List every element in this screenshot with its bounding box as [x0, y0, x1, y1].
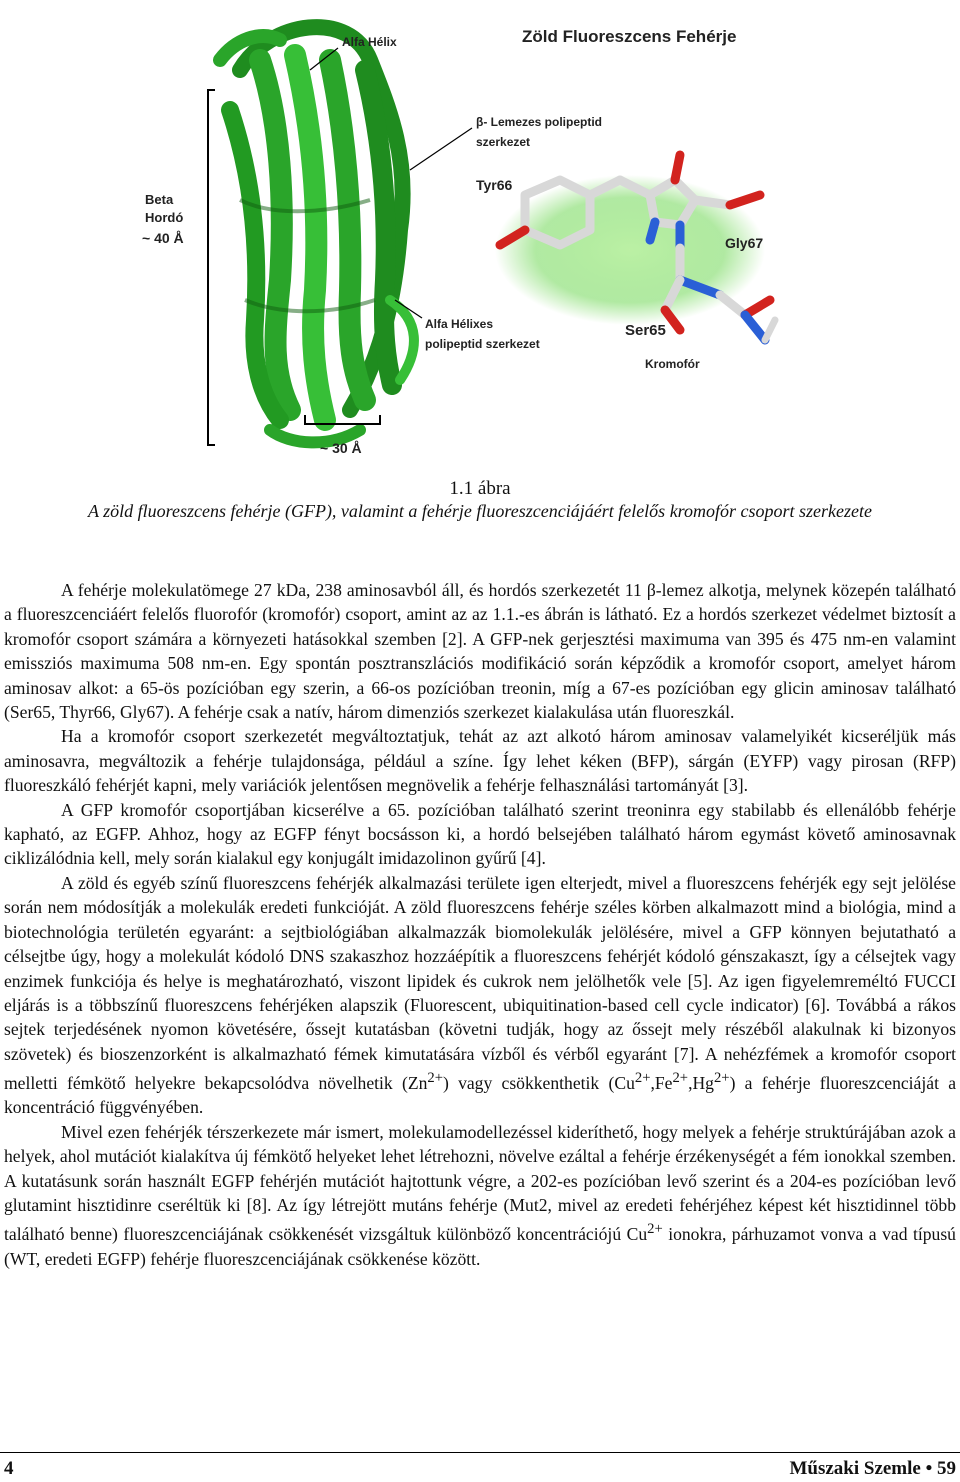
journal-name: Műszaki Szemle • 59	[789, 1458, 956, 1479]
paragraph-3: A GFP kromofór csoportjában kicserélve a 65. pozícióban található szerint treoninra egy stabilabb és ellenálóbb fehérje kapható, az EGFP. Ahhoz, hogy az EGFP fényt bocsásson ki, a hordó belsejében található három egymást követő aminosavnak ciklizálódnia kell, mely során kialakul egy konjugált imidazolinon gyűrű [4].	[4, 799, 956, 869]
paragraph-4-text-d: ,Hg	[688, 1072, 714, 1093]
paragraph-4	[4, 871, 956, 1120]
paragraph-5	[4, 1120, 956, 1271]
label-barrel-width: ~ 30 Å	[320, 440, 362, 456]
beta-barrel-ribbons	[220, 27, 414, 442]
article-body	[4, 578, 956, 1271]
label-beta-barrel-line2: Hordó	[145, 210, 184, 225]
paragraph-4-text-a: A zöld és egyéb színű fluoreszcens fehérjék alkalmazási területe igen elterjedt, mivel a fluoreszcens fehérjék egy sejt jelölése során nem módosítják a molekulák eredeti funkcióját. A zöld fluoreszcens fehérje széles körben alkalmazott mind a biológia, mind a biotechnológia területén egyaránt: a sejtbiológiában alkalmazzák biomolekulák jelölésére, mivel a GFP könnyen bejutatható a célsejtbe úgy, hogy a molekulát kódoló DNS szakaszhoz hozzáépítik a fluoreszcens fehérjét kódoló génszakaszt, így a célsejtek vagy enzimek funkciója és helye is meghatározható, viszont lipidek és cukrok nem jelölhetők vele [5]. Az igen figyelemreméltó FUCCI eljárás is a többszínű fluoreszcens fehérjéken alapszik (Fluorescent, ubiquitination-based cell cycle indicator) [6]. Továbbá a rákos sejtek terjedésének nyomon követésére, őssejt kutatásban (követni tudják, hogy az őssejt mely részéből alakulnak ki bizonyos szövetek) és bioszenzorként is alkalmazható fémek kimutatására vízből és vérből egyaránt [7]. A nehézfémek a kromofór csoport melletti fémkötő helyekre bekapcsolódva növelhetik (Zn	[4, 872, 956, 1093]
paragraph-2: Ha a kromofór csoport szerkezetét megváltoztatjuk, tehát az azt alkotó három aminosav valamelyikét kicseréljük más aminosavra, megváltozik a fehérje tulajdonsága, például a színe. Így lehet kéken (BFP), sárgán (EYFP) vagy pirosan (RFP) fluoreszkáló fehérjét kapni, mely variációk jelentősen megnövelik a fehérje felhasználási tartományát [3].	[4, 726, 956, 796]
paragraph-1: A fehérje molekulatömege 27 kDa, 238 aminosavból áll, és hordós szerkezetét 11 β-lemez alkotja, melynek közepén található a fluoreszcenciáért felelős fluorofór (kromofór) csoport, amint az az 1.1.-es ábrán is látható. Ez a hordós szerkezet védelmet biztosít a kromofór csoport számára a környezeti hatásokkal szemben [2]. A GFP-nek gerjesztési maximuma van 395 és 475 nm-en valamint emissziós maximuma 508 nm-en. Egy spontán posztranszlációs modifikáció során képződik a kromofór csoport, amelyet három aminosav alkot: a 65-ös pozícióban egy szerin, a 66-os pozícióban treonin, míg a 67-es pozícióban egy glicin aminosav található (Ser65, Thyr66, Gly67). A fehérje csak a natív, három dimenziós szerkezet kialakulása után fluoreszkál.	[4, 580, 956, 723]
superscript-charge: 2+	[647, 1221, 663, 1238]
label-beta-sheet-line2: szerkezet	[476, 135, 531, 149]
page-number: 4	[4, 1458, 14, 1479]
superscript-charge: 2+	[427, 1070, 443, 1087]
gfp-structure-illustration	[120, 0, 780, 470]
label-tyr66: Tyr66	[476, 177, 513, 193]
paragraph-4-text-c: ,Fe	[650, 1072, 673, 1093]
superscript-charge: 2+	[634, 1070, 651, 1087]
superscript-charge: 2+	[713, 1070, 730, 1087]
paragraph-5-text-b: ionokra, párhuzamot vonva a vad típusú (WT, eredeti EGFP) fehérje fluoreszcenciájának csökkenése között.	[4, 1224, 956, 1269]
label-gly67: Gly67	[725, 235, 764, 251]
figure-title: Zöld Fluoreszcens Fehérje	[522, 27, 737, 46]
label-ser65: Ser65	[625, 322, 666, 339]
label-beta-sheet-line1: β- Lemezes polipeptid	[476, 115, 603, 129]
label-barrel-height: ~ 40 Å	[142, 230, 184, 246]
superscript-charge: 2+	[672, 1070, 689, 1087]
paragraph-4-text-e: ) a fehérje fluoreszcenciáját a koncentráció függvényében.	[4, 1072, 957, 1118]
paragraph-4-text-b: ) vagy csökkenthetik (Cu	[442, 1072, 635, 1093]
barrel-height-bracket	[208, 90, 215, 445]
gfp-figure	[120, 0, 780, 470]
figure-caption-number: 1.1 ábra	[449, 478, 511, 499]
paragraph-5-text-a: Mivel ezen fehérjék térszerkezete már ismert, molekulamodellezéssel kideríthető, hogy melyek a fehérje struktúrájában azok a helyek, ahol mutációt kialakítva új fémkötő helyeket lehet létrehozni, növelve ezáltal a fehérje érzékenységét a fém ionokkal szemben. A kutatásunk során használt EGFP fehérjén mutációt hajtottunk végre, a 202-es pozícióban levő szerint és a 204-es pozícióban levő glutamint hisztidinre cseréltük ki [8]. Az így létrejött mutáns fehérje (Mut2, mivel az eredeti fehérjéhez képest két hisztidinnel több található benne) fluoreszcenciájának csökkenését vizsgáltuk különböző koncentrációjú Cu	[4, 1121, 956, 1245]
figure-caption-text: A zöld fluoreszcens fehérje (GFP), valamint a fehérje fluoreszcenciájáért felelős kromofór csoport szerkezete	[87, 501, 872, 521]
label-alpha-helical-line2: polipeptid szerkezet	[425, 337, 540, 351]
footer-divider	[0, 1452, 960, 1453]
label-alpha-helix: Alfa Hélix	[342, 35, 397, 49]
label-alpha-helical-line1: Alfa Hélixes	[425, 317, 494, 331]
label-chromophore: Kromofór	[645, 357, 700, 371]
label-beta-barrel-line1: Beta	[145, 192, 174, 207]
